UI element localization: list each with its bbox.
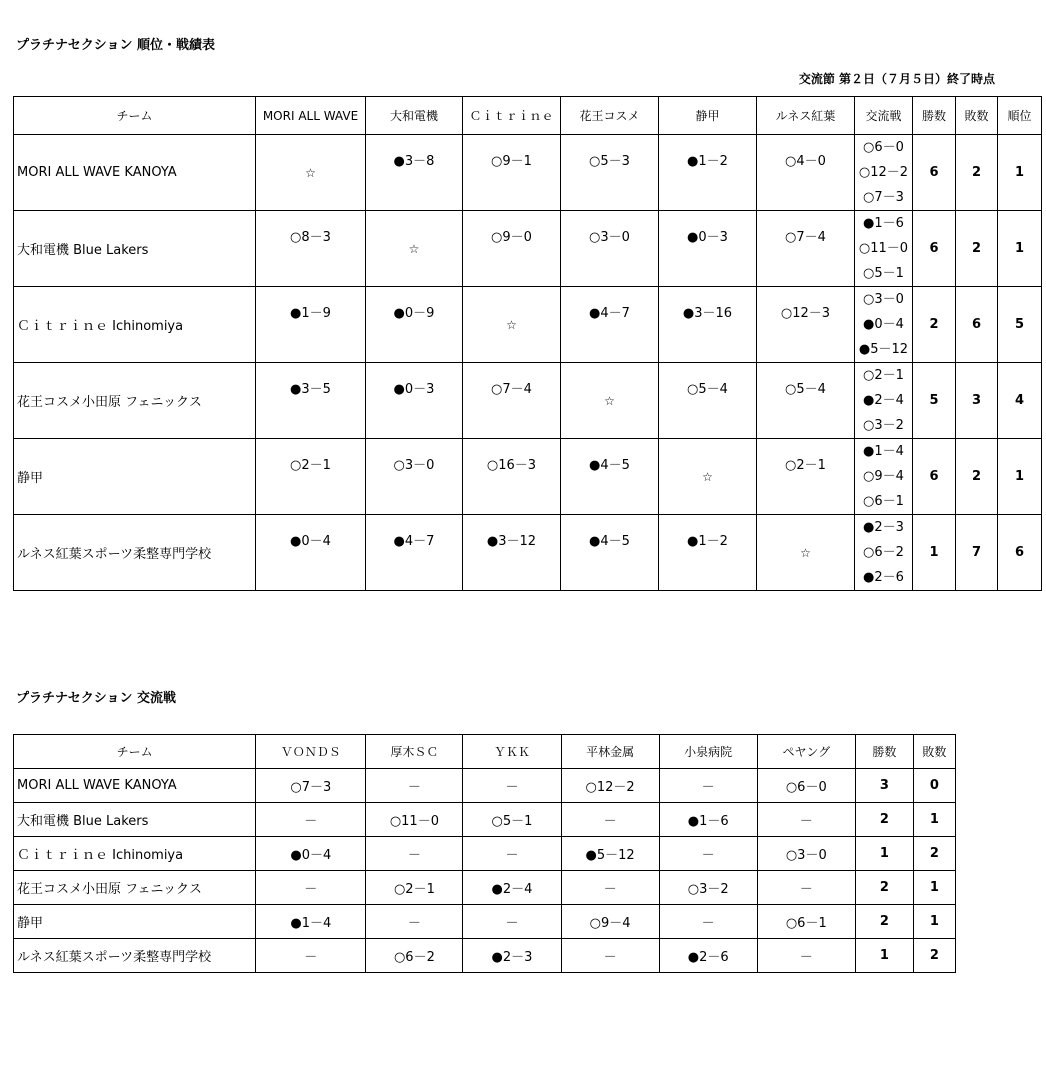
losses-count: 1 — [913, 803, 955, 837]
losses-count: 3 — [956, 363, 998, 439]
header-opponent: Ｃｉｔｒｉｎｅ — [463, 97, 561, 135]
match-result: － — [757, 939, 855, 973]
self-match-mark: ☆ — [366, 211, 463, 287]
rank-value: 1 — [998, 211, 1042, 287]
match-result: ○5－1 — [463, 803, 561, 837]
match-result — [366, 439, 463, 515]
exchange-score: ○6－1 — [863, 494, 904, 509]
exchange-score: ○9－4 — [863, 469, 904, 484]
exchange-score: ○2－1 — [863, 368, 904, 383]
exchange-table — [13, 734, 956, 973]
match-result: － — [256, 939, 366, 973]
self-match-mark: ☆ — [757, 515, 855, 591]
exchange-results — [855, 363, 913, 439]
wins-count: 2 — [913, 287, 956, 363]
match-result — [463, 515, 561, 591]
header-opponent: 厚木ＳＣ — [366, 735, 463, 769]
standings-row — [14, 287, 1042, 363]
header-opponent: ペヤング — [757, 735, 855, 769]
header-losses: 敗数 — [913, 735, 955, 769]
exchange-score: ○12－2 — [858, 165, 909, 180]
match-result: － — [757, 871, 855, 905]
exchange-score: ●2－3 — [863, 520, 904, 535]
self-match-mark: ☆ — [561, 363, 659, 439]
exchange-results — [855, 287, 913, 363]
exchange-score: ●0－4 — [863, 317, 904, 332]
match-result: － — [757, 803, 855, 837]
match-result: － — [561, 803, 659, 837]
match-score: ○2－1 — [290, 458, 331, 473]
match-result: － — [463, 837, 561, 871]
match-result — [659, 211, 757, 287]
match-score: ●0－4 — [290, 534, 331, 549]
losses-count: 7 — [956, 515, 998, 591]
exchange-score: ●2－6 — [863, 570, 904, 585]
team-name: 花王コスメ小田原 フェニックス — [14, 871, 256, 905]
match-score: ●0－3 — [393, 382, 435, 397]
match-score: ○9－0 — [491, 230, 532, 245]
match-result: － — [659, 905, 757, 939]
wins-count: 2 — [855, 803, 913, 837]
match-result: － — [659, 837, 757, 871]
header-opponent: 小泉病院 — [659, 735, 757, 769]
header-opponent: 静甲 — [659, 97, 757, 135]
match-result: － — [366, 769, 463, 803]
match-result — [561, 211, 659, 287]
losses-count: 2 — [913, 837, 955, 871]
exchange-score: ○6－2 — [863, 545, 904, 560]
wins-count: 6 — [913, 439, 956, 515]
match-score: ○5－3 — [589, 154, 630, 169]
exchange-score: ●2－4 — [863, 393, 904, 408]
match-result — [757, 211, 855, 287]
match-result — [561, 287, 659, 363]
match-result — [561, 515, 659, 591]
match-result — [366, 287, 463, 363]
exchange-row — [14, 837, 956, 871]
team-name: ルネス紅葉スポーツ柔整専門学校 — [14, 515, 256, 591]
header-wins: 勝数 — [913, 97, 956, 135]
standings-as-of: 交流節 第２日（７月５日）終了時点 — [798, 72, 995, 86]
match-score: ●1－2 — [687, 534, 728, 549]
team-name: MORI ALL WAVE KANOYA — [14, 769, 256, 803]
rank-value: 1 — [998, 135, 1042, 211]
match-score: ●0－3 — [687, 230, 728, 245]
wins-count: 1 — [855, 939, 913, 973]
exchange-score: ●5－12 — [858, 342, 909, 357]
losses-count: 2 — [956, 135, 998, 211]
team-name: ルネス紅葉スポーツ柔整専門学校 — [14, 939, 256, 973]
standings-row — [14, 135, 1042, 211]
standings-row — [14, 211, 1042, 287]
match-result: ●1－6 — [659, 803, 757, 837]
losses-count: 1 — [913, 905, 955, 939]
losses-count: 2 — [956, 211, 998, 287]
wins-count: 5 — [913, 363, 956, 439]
match-score: ●4－7 — [589, 306, 630, 321]
match-result: ○9－4 — [561, 905, 659, 939]
standings-table — [13, 96, 1042, 591]
match-score: ○7－4 — [491, 382, 532, 397]
match-result — [659, 515, 757, 591]
match-result: ○12－2 — [561, 769, 659, 803]
losses-count: 1 — [913, 871, 955, 905]
match-score: ●4－7 — [393, 534, 435, 549]
match-result: ○3－0 — [757, 837, 855, 871]
match-result: ○6－0 — [757, 769, 855, 803]
match-score: ●3－8 — [393, 154, 435, 169]
match-result: ●2－6 — [659, 939, 757, 973]
match-result: － — [256, 803, 366, 837]
match-result: ○2－1 — [366, 871, 463, 905]
losses-count: 2 — [956, 439, 998, 515]
match-result: ○3－2 — [659, 871, 757, 905]
exchange-score: ●1－4 — [863, 444, 904, 459]
header-opponent: 平林金属 — [561, 735, 659, 769]
match-score: ●3－5 — [290, 382, 331, 397]
match-result: － — [366, 905, 463, 939]
match-result: ●5－12 — [561, 837, 659, 871]
header-exchange: 交流戦 — [855, 97, 913, 135]
exchange-row — [14, 905, 956, 939]
header-losses: 敗数 — [956, 97, 998, 135]
team-name: 静甲 — [14, 439, 256, 515]
match-result — [366, 363, 463, 439]
match-result — [366, 515, 463, 591]
match-result — [256, 287, 366, 363]
match-result: ●2－4 — [463, 871, 561, 905]
exchange-score: ○11－0 — [858, 241, 909, 256]
match-result — [463, 439, 561, 515]
match-result — [463, 135, 561, 211]
header-opponent: ルネス紅葉 — [757, 97, 855, 135]
match-score: ○3－0 — [393, 458, 435, 473]
match-result — [463, 363, 561, 439]
match-result — [757, 439, 855, 515]
match-score: ○16－3 — [486, 458, 537, 473]
match-score: ●1－2 — [687, 154, 728, 169]
match-result: ●0－4 — [256, 837, 366, 871]
match-result: － — [561, 871, 659, 905]
team-name: 大和電機 Blue Lakers — [14, 211, 256, 287]
header-opponent: MORI ALL WAVE — [256, 97, 366, 135]
exchange-score: ●1－6 — [863, 216, 904, 231]
header-team: チーム — [14, 97, 256, 135]
header-opponent: ＹＫＫ — [463, 735, 561, 769]
exchange-score: ○7－3 — [863, 190, 904, 205]
exchange-row — [14, 769, 956, 803]
exchange-header-row — [14, 735, 956, 769]
exchange-row — [14, 939, 956, 973]
header-rank: 順位 — [998, 97, 1042, 135]
exchange-score: ○6－0 — [863, 140, 904, 155]
match-score: ●3－16 — [682, 306, 733, 321]
header-opponent: 大和電機 — [366, 97, 463, 135]
match-result: ●2－3 — [463, 939, 561, 973]
match-score: ●1－9 — [290, 306, 331, 321]
exchange-title: プラチナセクション 交流戦 — [16, 691, 177, 706]
self-match-mark: ☆ — [659, 439, 757, 515]
match-result: － — [659, 769, 757, 803]
team-name: 花王コスメ小田原 フェニックス — [14, 363, 256, 439]
wins-count: 2 — [855, 905, 913, 939]
wins-count: 1 — [913, 515, 956, 591]
losses-count: 2 — [913, 939, 955, 973]
match-score: ○2－1 — [785, 458, 826, 473]
losses-count: 6 — [956, 287, 998, 363]
match-result — [757, 363, 855, 439]
match-result: ○6－2 — [366, 939, 463, 973]
match-result — [256, 211, 366, 287]
match-result — [463, 211, 561, 287]
rank-value: 4 — [998, 363, 1042, 439]
match-score: ○12－3 — [780, 306, 831, 321]
match-result — [256, 515, 366, 591]
wins-count: 6 — [913, 211, 956, 287]
match-result — [256, 439, 366, 515]
standings-row — [14, 363, 1042, 439]
exchange-results — [855, 439, 913, 515]
team-name: 大和電機 Blue Lakers — [14, 803, 256, 837]
wins-count: 3 — [855, 769, 913, 803]
standings-title: プラチナセクション 順位・戦績表 — [16, 38, 216, 53]
match-result: － — [366, 837, 463, 871]
team-name: MORI ALL WAVE KANOYA — [14, 135, 256, 211]
match-result: ○7－3 — [256, 769, 366, 803]
losses-count: 0 — [913, 769, 955, 803]
self-match-mark: ☆ — [256, 135, 366, 211]
header-opponent: 花王コスメ — [561, 97, 659, 135]
match-result: － — [463, 905, 561, 939]
match-result — [659, 363, 757, 439]
exchange-row — [14, 871, 956, 905]
match-result — [256, 363, 366, 439]
match-result: － — [561, 939, 659, 973]
match-result — [659, 287, 757, 363]
match-score: ○8－3 — [290, 230, 331, 245]
exchange-score: ○3－0 — [863, 292, 904, 307]
match-result: ●1－4 — [256, 905, 366, 939]
match-result: － — [463, 769, 561, 803]
match-result — [659, 135, 757, 211]
match-result — [757, 135, 855, 211]
match-score: ●0－9 — [393, 306, 435, 321]
rank-value: 6 — [998, 515, 1042, 591]
rank-value: 1 — [998, 439, 1042, 515]
wins-count: 2 — [855, 871, 913, 905]
match-score: ●3－12 — [486, 534, 537, 549]
match-result: － — [256, 871, 366, 905]
standings-header-row — [14, 97, 1042, 135]
match-score: ○4－0 — [785, 154, 826, 169]
header-opponent: ＶＯＮＤＳ — [256, 735, 366, 769]
match-result — [757, 287, 855, 363]
exchange-row — [14, 803, 956, 837]
team-name: Ｃｉｔｒｉｎｅ Ichinomiya — [14, 287, 256, 363]
match-score: ●4－5 — [589, 458, 630, 473]
standings-row — [14, 515, 1042, 591]
match-score: ○3－0 — [589, 230, 630, 245]
header-wins: 勝数 — [855, 735, 913, 769]
match-result — [561, 135, 659, 211]
wins-count: 6 — [913, 135, 956, 211]
rank-value: 5 — [998, 287, 1042, 363]
match-result — [561, 439, 659, 515]
exchange-results — [855, 211, 913, 287]
wins-count: 1 — [855, 837, 913, 871]
match-score: ○9－1 — [491, 154, 532, 169]
exchange-results — [855, 135, 913, 211]
match-result — [366, 135, 463, 211]
exchange-score: ○5－1 — [863, 266, 904, 281]
match-score: ○7－4 — [785, 230, 826, 245]
self-match-mark: ☆ — [463, 287, 561, 363]
exchange-results — [855, 515, 913, 591]
team-name: Ｃｉｔｒｉｎｅ Ichinomiya — [14, 837, 256, 871]
match-score: ●4－5 — [589, 534, 630, 549]
match-result: ○6－1 — [757, 905, 855, 939]
standings-row — [14, 439, 1042, 515]
team-name: 静甲 — [14, 905, 256, 939]
match-score: ○5－4 — [687, 382, 728, 397]
header-team: チーム — [14, 735, 256, 769]
match-score: ○5－4 — [785, 382, 826, 397]
exchange-score: ○3－2 — [863, 418, 904, 433]
match-result: ○11－0 — [366, 803, 463, 837]
